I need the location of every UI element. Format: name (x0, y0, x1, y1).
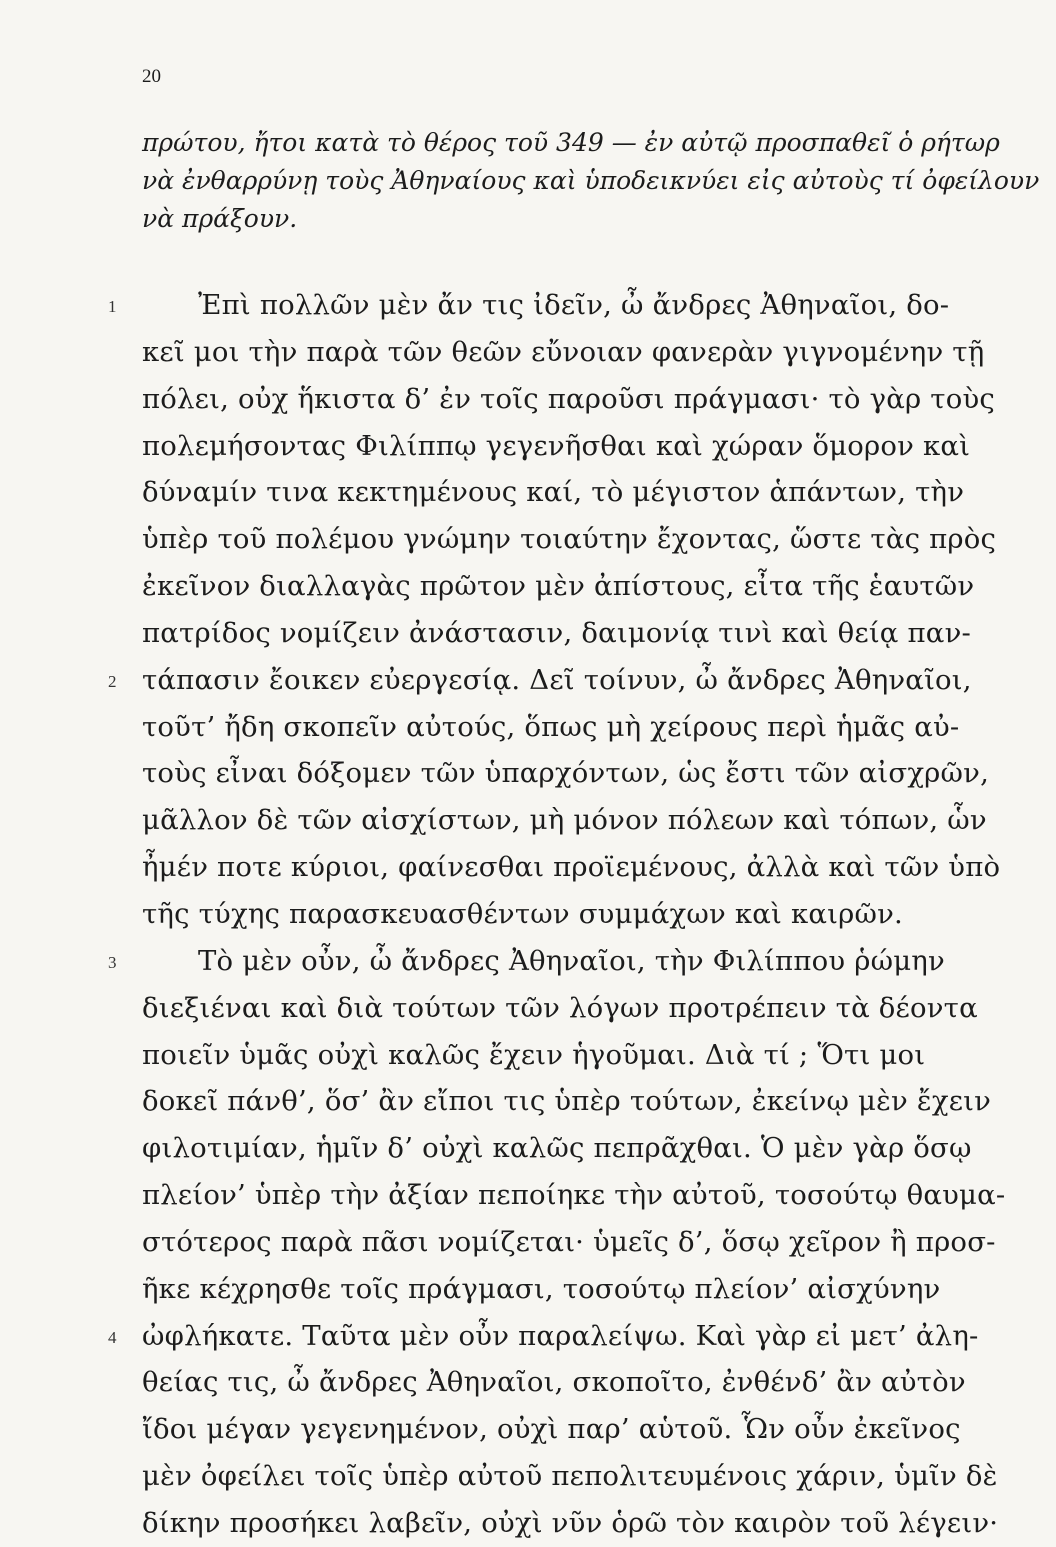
text-line (142, 1266, 1002, 1313)
section-number: 3 (108, 952, 117, 972)
line-text: ῆκε κέχρησθε τοῖς πράγμασι, τοσούτῳ πλείον’ αἰσχύνην (142, 1272, 941, 1305)
text-line (142, 376, 1002, 423)
line-text: ἴδοι μέγαν γεγενημένον, οὐχὶ παρ’ αὑτοῦ. Ὧν οὖν ἐκεῖνος (142, 1413, 961, 1446)
text-line (142, 704, 1002, 751)
intro-paragraph (142, 124, 1040, 238)
line-text: Τὸ μὲν οὖν, ὦ ἄνδρες Ἀθηναῖοι, τὴν Φιλίππου ῥώμην (198, 944, 945, 977)
text-line (142, 891, 1002, 938)
text-line (142, 985, 1002, 1032)
text-line (142, 1359, 1002, 1406)
line-text: κεῖ μοι τὴν παρὰ τῶν θεῶν εὔνοιαν φανερὰν γιγνομένην τῇ (142, 335, 985, 368)
text-line (142, 1453, 1002, 1500)
line-text: τάπασιν ἔοικεν εὐεργεσίᾳ. Δεῖ τοίνυν, ὦ ἄνδρες Ἀθηναῖοι, (142, 663, 972, 696)
text-line (142, 1078, 1002, 1125)
line-text: τῆς τύχης παρασκευασθέντων συμμάχων καὶ καιρῶν. (142, 897, 903, 930)
text-line (142, 1172, 1006, 1219)
page-number: 20 (142, 66, 161, 87)
text-line (142, 844, 1002, 891)
line-text: ὑπὲρ τοῦ πολέμου γνώμην τοιαύτην ἔχοντας, ὥστε τὰς πρὸς (142, 523, 997, 556)
text-line (142, 1500, 1002, 1547)
text-line (142, 329, 1002, 376)
line-text: τοῦτ’ ἤδη σκοπεῖν αὐτούς, ὅπως μὴ χείρους περὶ ἡμᾶς αὐ- (142, 710, 960, 743)
intro-line: νὰ ἐνθαρρύνῃ τοὺς Ἀθηναίους καὶ ὑποδεικνύει εἰς αὐτοὺς τί ὀφείλουν (142, 166, 1040, 195)
text-line (142, 563, 1002, 610)
section-number: 1 (108, 297, 117, 316)
line-text: πολεμήσοντας Φιλίππῳ γεγενῆσθαι καὶ χώραν ὅμορον καὶ (142, 429, 971, 462)
section-number: 4 (108, 1327, 117, 1347)
text-line (142, 1032, 1002, 1079)
text-line (142, 750, 1002, 797)
line-text: διεξιέναι καὶ διὰ τούτων τῶν λόγων προτρέπειν τὰ δέοντα (142, 991, 978, 1024)
greek-body-text (108, 282, 1006, 1547)
line-text: θείας τις, ὦ ἄνδρες Ἀθηναῖοι, σκοποῖτο, ἐνθένδ’ ἂν αὐτὸν (142, 1366, 966, 1399)
text-line (142, 610, 1002, 657)
text-line (108, 657, 1002, 704)
line-text: μᾶλλον δὲ τῶν αἰσχίστων, μὴ μόνον πόλεων καὶ τόπων, ὧν (142, 804, 987, 837)
line-text: πλείον’ ὑπὲρ τὴν ἀξίαν πεποίηκε τὴν αὐτοῦ, τοσούτῳ θαυμα- (142, 1179, 1006, 1212)
line-text: ποιεῖν ὑμᾶς οὐχὶ καλῶς ἔχειν ἡγοῦμαι. Διὰ τί ; Ὅτι μοι (142, 1038, 926, 1071)
line-text: Ἐπὶ πολλῶν μὲν ἄν τις ἰδεῖν, ὦ ἄνδρες Ἀθηναῖοι, δο- (198, 289, 950, 321)
text-line (142, 1125, 1002, 1172)
line-text: φιλοτιμίαν, ἡμῖν δ’ οὐχὶ καλῶς πεπρᾶχθαι. Ὁ μὲν γὰρ ὅσῳ (142, 1132, 972, 1165)
text-line (108, 1313, 1002, 1360)
text-line (142, 1406, 1002, 1453)
text-line (142, 423, 1002, 470)
line-text: δίκην προσήκει λαβεῖν, οὐχὶ νῦν ὁρῶ τὸν καιρὸν τοῦ λέγειν· (142, 1506, 999, 1539)
line-text: πατρίδος νομίζειν ἀνάστασιν, δαιμονίᾳ τινὶ καὶ θείᾳ παν- (142, 616, 971, 649)
line-text: ὠφλήκατε. Ταῦτα μὲν οὖν παραλείψω. Καὶ γὰρ εἰ μετ’ ἀλη- (142, 1319, 979, 1352)
intro-line: νὰ πράξουν. (142, 204, 298, 233)
line-text: πόλει, οὐχ ἥκιστα δ’ ἐν τοῖς παροῦσι πράγμασι· τὸ γὰρ τοὺς (142, 382, 995, 415)
line-text: δοκεῖ πάνθ’, ὅσ’ ἂν εἴποι τις ὑπὲρ τούτων, ἐκείνῳ μὲν ἔχειν (142, 1085, 992, 1118)
text-line (142, 1219, 1002, 1266)
text-line (142, 469, 1002, 516)
section-number: 2 (108, 671, 117, 691)
intro-line: πρώτου, ἤτοι κατὰ τὸ θέρος τοῦ 349 — ἐν αὐτῷ προσπαθεῖ ὁ ρήτωρ (142, 128, 1000, 157)
text-line (108, 282, 1002, 329)
text-line (108, 938, 1002, 985)
line-text: ἦμέν ποτε κύριοι, φαίνεσθαι προϊεμένους, ἀλλὰ καὶ τῶν ὑπὸ (142, 851, 1001, 884)
text-line (142, 797, 1002, 844)
line-text: δύναμίν τινα κεκτημένους καί, τὸ μέγιστον ἁπάντων, τὴν (142, 476, 965, 509)
text-line (142, 516, 1002, 563)
line-text: μὲν ὀφείλει τοῖς ὑπὲρ αὐτοῦ πεπολιτευμένοις χάριν, ὑμῖν δὲ (142, 1460, 998, 1493)
line-text: τοὺς εἶναι δόξομεν τῶν ὑπαρχόντων, ὡς ἔστι τῶν αἰσχρῶν, (142, 757, 990, 790)
line-text: στότερος παρὰ πᾶσι νομίζεται· ὑμεῖς δ’, ὅσῳ χεῖρον ἢ προσ- (142, 1225, 996, 1258)
line-text: ἐκεῖνον διαλλαγὰς πρῶτον μὲν ἀπίστους, εἶτα τῆς ἑαυτῶν (142, 570, 975, 603)
